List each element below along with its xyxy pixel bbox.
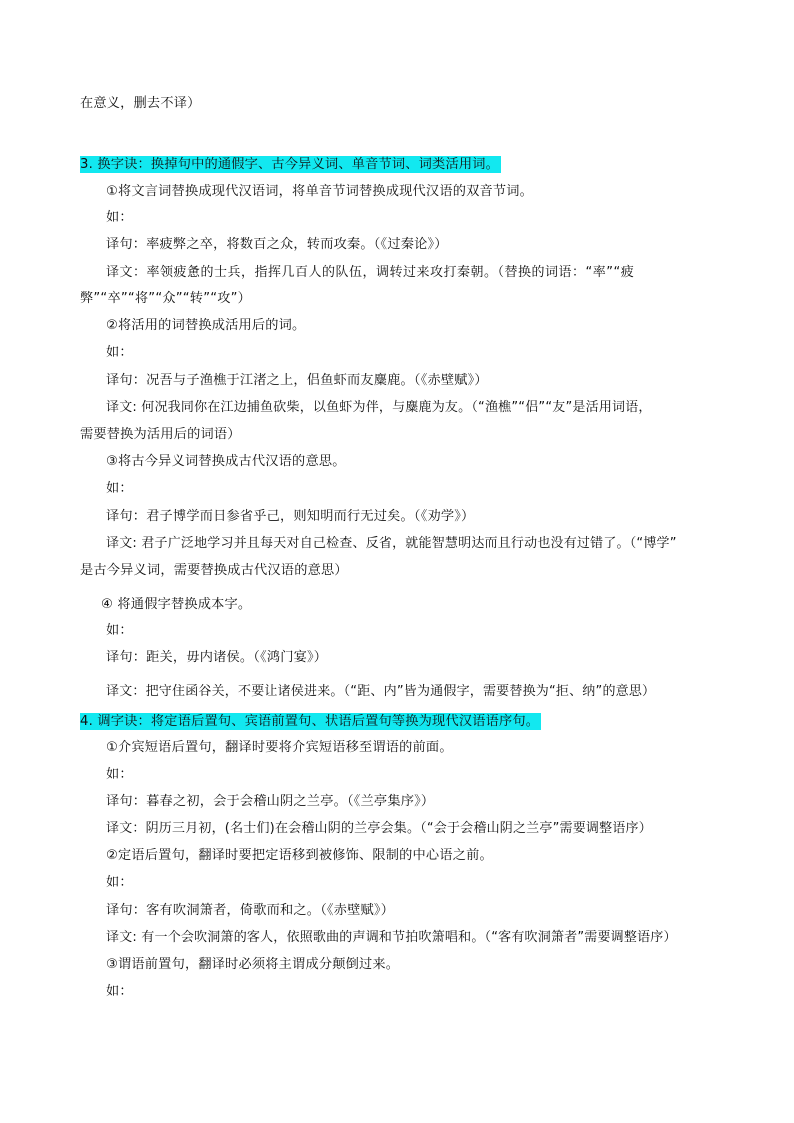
highlighted-heading: 4. 调字诀：将定语后置句、宾语前置句、状语后置句等换为现代汉语语序句。	[80, 714, 540, 729]
text-line: 如：	[106, 767, 133, 782]
text-line: 如：	[106, 623, 133, 638]
section-heading-4	[80, 712, 541, 732]
text-line: 在意义，删去不译）	[80, 96, 201, 111]
text-line: ③谓语前置句，翻译时必须将主谓成分颠倒过来。	[106, 957, 400, 972]
text-line: 译句：客有吹洞箫者，倚歌而和之。（《赤壁赋》）	[106, 903, 395, 918]
text-line: 译文: 有一个会吹洞箫的客人，依照歌曲的声调和节拍吹箫唱和。（“客有吹洞箫者”需要调整语序）	[106, 930, 677, 945]
highlighted-heading: 3. 换字诀：换掉句中的通假字、古今异义词、单音节词、词类活用词。	[80, 157, 499, 172]
text-line: 需要替换为活用后的词语）	[80, 427, 241, 442]
text-line: 译文：把守住函谷关，不要让诸侯进来。（“距、内”皆为通假字，需要替换为“拒、纳”的意思）	[106, 684, 656, 699]
text-line: 如：	[106, 984, 133, 999]
text-line: 译句：君子博学而日参省乎己，则知明而行无过矣。（《劝学》）	[106, 509, 475, 524]
text-line: ④ 将通假字替换成本字。	[101, 597, 252, 612]
text-line: 译文：率领疲惫的士兵，指挥几百人的队伍，调转过来攻打秦朝。（替换的词语：“率”“疲	[106, 265, 635, 280]
text-line: 译文：阴历三月初，(名士们)在会稽山阴的兰亭会集。（“会于会稽山阴之兰亭”需要调整语序）	[106, 821, 652, 836]
text-line: 译句：率疲弊之卒，将数百之众，转而攻秦。（《过秦论》）	[106, 237, 448, 252]
text-line: ①将文言词替换成现代汉语词，将单音节词替换成现代汉语的双音节词。	[106, 184, 534, 199]
text-line: ①介宾短语后置句，翻译时要将介宾短语移至谓语的前面。	[106, 740, 453, 755]
text-line: 如：	[106, 481, 133, 496]
text-line: 是古今异义词，需要替换成古代汉语的意思）	[80, 563, 348, 578]
text-line: ②定语后置句，翻译时要把定语移到被修饰、限制的中心语之前。	[106, 848, 493, 863]
text-line: ③将古今异义词替换成古代汉语的意思。	[106, 454, 346, 469]
text-line: 弊”“卒”“将”“众”“转”“攻”）	[80, 291, 252, 306]
text-line: 译文: 何况我同你在江边捕鱼砍柴，以鱼虾为伴，与麋鹿为友。（“渔樵”“侣”“友”是活用词语，	[106, 400, 652, 415]
text-line: 如：	[106, 345, 133, 360]
section-heading-3	[80, 155, 501, 175]
text-line: 译句：距关，毋内诸侯。（《鸿门宴》）	[106, 650, 328, 665]
text-line: 译句：暮春之初，会于会稽山阴之兰亭。（《兰亭集序》）	[106, 794, 435, 809]
text-line: 如：	[106, 210, 133, 225]
text-line: 如：	[106, 875, 133, 890]
text-line: 译文: 君子广泛地学习并且每天对自己检查、反省，就能智慧明达而且行动也没有过错了。（“博学”	[106, 536, 677, 551]
text-line: 译句：况吾与子渔樵于江渚之上，侣鱼虾而友麋鹿。（《赤壁赋》）	[106, 373, 488, 388]
text-line: ②将活用的词替换成活用后的词。	[106, 318, 306, 333]
